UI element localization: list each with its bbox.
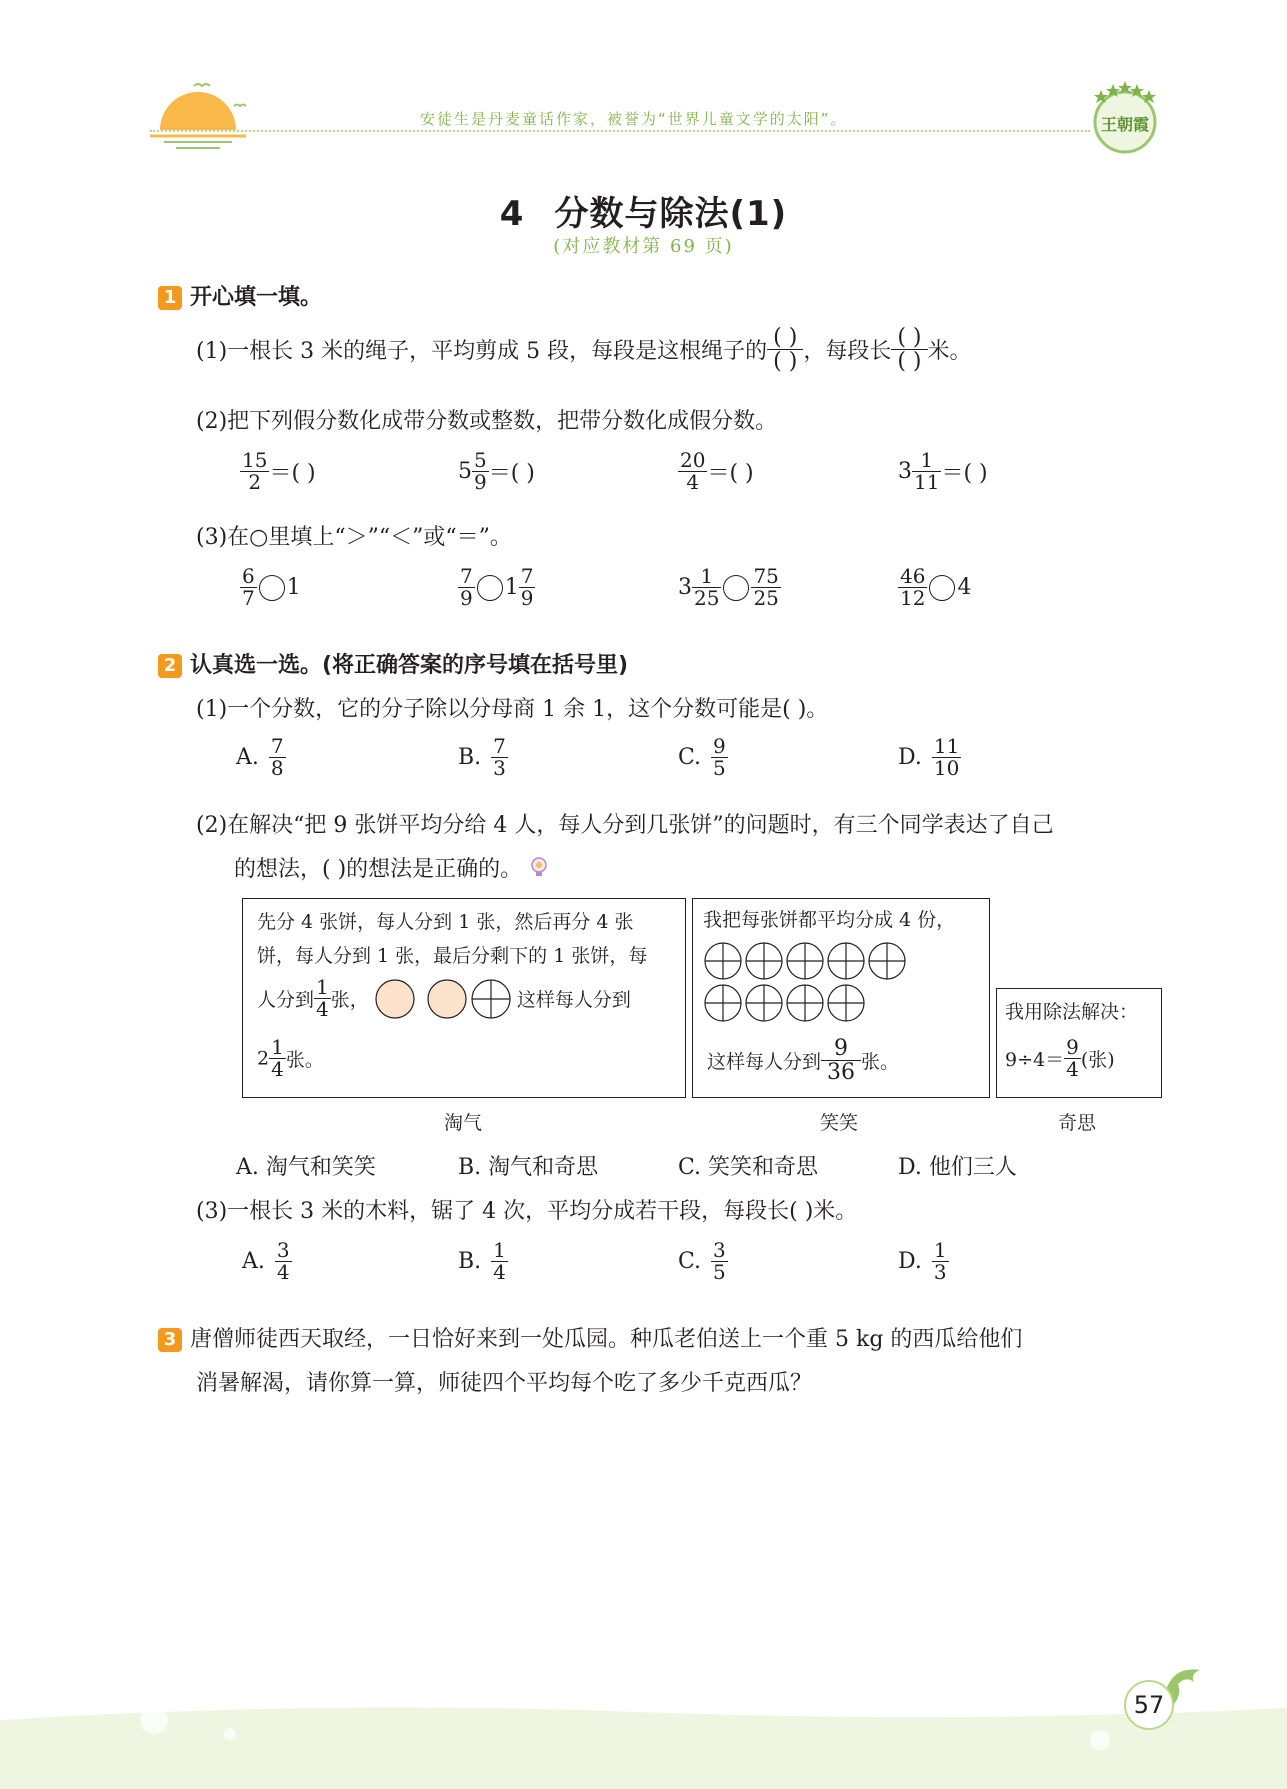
xiaoxiao-idea-box: 我把每张饼都平均分成 4 份， 这样每人分到 $\frac{9}{36}$ 张。 [692,898,990,1098]
lightbulb-icon [529,856,549,878]
s1-q1-blank-fraction-1[interactable]: $\frac{( )}{( )}$ [767,326,803,373]
name-qisi: 奇思 [1058,1112,1097,1134]
s2-q3-option[interactable]: D. $\frac{1}{3}$ [898,1238,947,1284]
section-2-title: 认真选一选。(将正确答案的序号填在括号里) [190,653,629,678]
s2-q2-option-d[interactable]: D. 他们三人 [898,1155,1017,1180]
taoqi-line4: 2 $\frac{1}{4}$ 张。 [257,1035,324,1081]
s2-q3-option[interactable]: A. $\frac{3}{4}$ [242,1238,290,1284]
s2-q3-option[interactable]: B. $\frac{1}{4}$ [458,1238,506,1284]
compare-circle[interactable] [477,575,503,601]
s1-q2-text: (2)把下列假分数化成带分数或整数，把带分数化成假分数。 [196,409,778,434]
compare-circle[interactable] [929,575,955,601]
logo-text: 王朝霞 [1100,115,1150,134]
s1-q1: (1)一根长 3 米的绳子，平均剪成 5 段，每段是这根绳子的 $\frac{( )}{( )}$ ，每段长 $\frac{( )}{( )}$ 米。 [196,325,972,375]
qisi-idea-box: 我用除法解决： 9÷4＝ $\frac{9}{4}$ (张) [996,988,1162,1098]
s2-q2-option-b[interactable]: B. 淘气和奇思 [458,1155,599,1180]
s3-line2: 消暑解渴，请你算一算，师徒四个平均每个吃了多少千克西瓜？ [196,1371,813,1396]
s2-q2-option-a[interactable]: A. 淘气和笑笑 [236,1155,376,1180]
s2-q2-option-c[interactable]: C. 笑笑和奇思 [678,1155,819,1180]
compare-circle[interactable] [723,575,749,601]
sun-logo-icon [150,78,260,158]
lesson-title: 分数与除法(1) [554,194,788,234]
pancake-pieces-icon [375,978,511,1020]
lesson-number: 4 [499,194,525,234]
section-3-badge: 3 [158,1328,182,1352]
s1-q3-item[interactable]: $\frac{6}{7}$ 1 [242,564,301,610]
taoqi-idea-box: 先分 4 张饼，每人分到 1 张，然后再分 4 张 饼，每人分到 1 张，最后分剩下的 1 张饼，每 人分到 $\frac{1}{4}$ 张， 这样每人分到 2 $\frac{1}{4}$ 张。 [242,898,686,1098]
s1-q1-blank-fraction-2[interactable]: $\frac{( )}{( )}$ [891,326,927,373]
publisher-logo [1085,76,1165,162]
page-title [0,186,1287,235]
pancakes-quartered-icon [703,941,933,1027]
s2-q1-option[interactable]: A. $\frac{7}{8}$ [236,734,284,780]
page-subtitle: (对应教材第 69 页) [553,236,734,257]
s1-q2-item[interactable]: 5 $\frac{5}{9}$ ＝( ) [458,448,535,494]
header-motto: 安徒生是丹麦童话作家，被誉为“世界儿童文学的太阳”。 [420,110,848,128]
s2-q1-text: (1)一个分数，它的分子除以分母商 1 余 1，这个分数可能是( )。 [196,697,829,722]
bottom-wave-decoration [0,1680,1287,1789]
s1-q3-text: (3)在○里填上“＞”“＜”或“＝”。 [196,525,512,550]
section-2-heading [158,648,628,679]
name-taoqi: 淘气 [444,1112,483,1134]
section-1-title: 开心填一填。 [190,285,323,310]
s2-q1-option[interactable]: B. $\frac{7}{3}$ [458,734,506,780]
s2-q2-line2: 的想法，( )的想法是正确的。 [234,852,549,883]
s1-q3-item[interactable]: $\frac{46}{12}$ 4 [900,564,972,610]
taoqi-line3: 人分到 $\frac{1}{4}$ 张， 这样每人分到 [257,975,631,1021]
s2-q3-text: (3)一根长 3 米的木料，锯了 4 次，平均分成若干段，每段长( )米。 [196,1199,858,1224]
page-number: 57 [1124,1680,1174,1730]
s2-q3-option[interactable]: C. $\frac{3}{5}$ [678,1238,726,1284]
compare-circle[interactable] [259,575,285,601]
s3-line1: 3 唐僧师徒西天取经，一日恰好来到一处瓜园。种瓜老伯送上一个重 5 kg 的西瓜给他们 [158,1322,1022,1353]
xiaoxiao-line2: 这样每人分到 $\frac{9}{36}$ 张。 [707,1036,900,1086]
s1-q2-item[interactable]: $\frac{20}{4}$ ＝( ) [680,448,754,494]
section-1-badge: 1 [158,286,182,310]
section-1-heading [158,280,322,311]
name-xiaoxiao: 笑笑 [820,1112,859,1134]
s1-q2-item[interactable]: 3 $\frac{1}{11}$ ＝( ) [898,448,988,494]
s1-q2-item[interactable]: $\frac{15}{2}$ ＝( ) [242,448,316,494]
s2-q1-option[interactable]: C. $\frac{9}{5}$ [678,734,726,780]
s1-q3-item[interactable]: $\frac{7}{9}$ 1 $\frac{7}{9}$ [460,564,534,610]
header-divider [150,130,1090,132]
qisi-equation: 9÷4＝ $\frac{9}{4}$ (张) [1005,1035,1115,1081]
s2-q1-option[interactable]: D. $\frac{11}{10}$ [898,734,960,780]
section-2-badge: 2 [158,654,182,678]
s2-q2-line1: (2)在解决“把 9 张饼平均分给 4 人，每人分到几张饼”的问题时，有三个同学表达了自己 [196,813,1054,838]
s1-q3-item[interactable]: 3 $\frac{1}{25}$ $\frac{75}{25}$ [678,564,779,610]
